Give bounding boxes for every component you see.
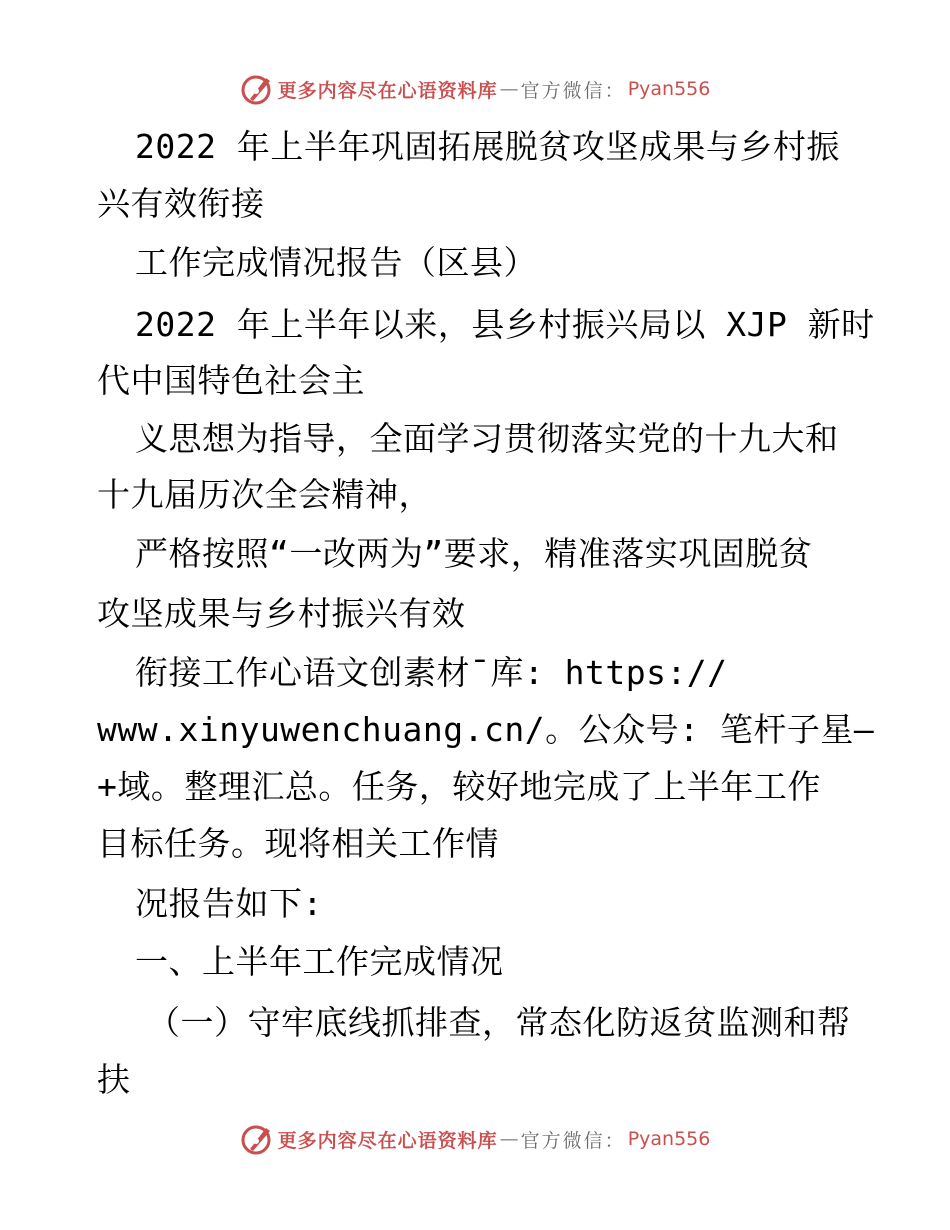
subtitle-line: 工作完成情况报告（区县） bbox=[135, 243, 537, 282]
watermark-dash: — bbox=[499, 1128, 519, 1150]
watermark-brand: 更多内容尽在心语资料库 bbox=[277, 79, 498, 102]
subsection-heading: （一）守牢底线抓排查，常态化防返贫监测和帮 bbox=[147, 1003, 851, 1042]
paragraph-line: 2022 年上半年以来，县乡村振兴局以 XJP 新时 bbox=[135, 305, 875, 344]
watermark-header bbox=[0, 72, 950, 106]
watermark-footer bbox=[0, 1122, 950, 1156]
watermark-official: 官方微信： bbox=[520, 1129, 626, 1152]
watermark-official: 官方微信： bbox=[520, 79, 626, 102]
paragraph-line: www.xinyuwenchuang.cn/。公众号: 笔杆子星— bbox=[97, 710, 875, 749]
watermark-wechat-id: Pyan556 bbox=[627, 1128, 711, 1150]
watermark-brand: 更多内容尽在心语资料库 bbox=[277, 1129, 498, 1152]
paragraph-line: 严格按照“一改两为”要求，精准落实巩固脱贫 bbox=[135, 534, 813, 573]
title-line-2: 兴有效衔接 bbox=[97, 184, 265, 223]
paragraph-line: 攻坚成果与乡村振兴有效 bbox=[97, 594, 466, 633]
subsection-heading-cont: 扶 bbox=[97, 1060, 131, 1099]
watermark-dash: — bbox=[499, 78, 519, 100]
title-line-1: 2022 年上半年巩固拓展脱贫攻坚成果与乡村振 bbox=[135, 127, 840, 166]
quill-logo-icon bbox=[240, 1122, 274, 1156]
paragraph-line: 义思想为指导，全面学习贯彻落实党的十九大和 bbox=[135, 419, 839, 458]
watermark-wechat-id: Pyan556 bbox=[627, 78, 711, 100]
paragraph-line: 代中国特色社会主 bbox=[97, 361, 365, 400]
section-heading: 一、上半年工作完成情况 bbox=[135, 942, 504, 981]
paragraph-line: 目标任务。现将相关工作情 bbox=[97, 824, 499, 863]
paragraph-line: +域。整理汇总。任务，较好地完成了上半年工作 bbox=[97, 767, 821, 806]
paragraph-line: 衔接工作心语文创素材¯库: https:// bbox=[135, 653, 728, 692]
quill-logo-icon bbox=[240, 72, 274, 106]
paragraph-line: 十九届历次全会精神， bbox=[97, 475, 432, 514]
paragraph-line: 况报告如下: bbox=[135, 884, 323, 923]
